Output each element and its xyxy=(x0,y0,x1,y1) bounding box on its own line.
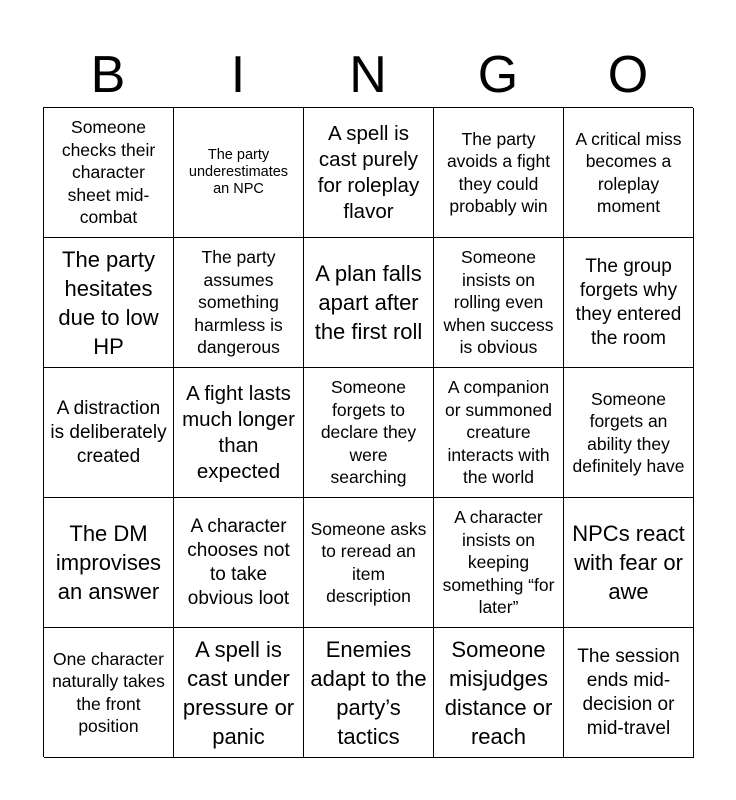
cell-text: Someone misjudges distance or reach xyxy=(444,636,553,749)
cell-text: Someone checks their character sheet mid-combat xyxy=(61,117,156,228)
bingo-cell[interactable] xyxy=(304,238,434,368)
cell-text: Someone asks to reread an item description xyxy=(310,518,427,606)
cell-text: A fight lasts much longer than expected xyxy=(182,381,295,483)
bingo-cell[interactable] xyxy=(174,108,304,238)
cell-text: The party assumes something harmless is dangerous xyxy=(194,247,283,358)
bingo-cell[interactable] xyxy=(44,108,174,238)
bingo-cell[interactable] xyxy=(44,498,174,628)
cell-text: Someone forgets to declare they were searching xyxy=(320,377,417,488)
bingo-cell[interactable] xyxy=(304,368,434,498)
cell-text: A spell is cast under pressure or panic xyxy=(182,636,295,749)
cell-text: A character chooses not to take obvious loot xyxy=(187,515,290,609)
bingo-cell[interactable] xyxy=(434,368,564,498)
cell-text: The party hesitates due to low HP xyxy=(58,246,159,359)
bingo-cell[interactable] xyxy=(434,628,564,758)
cell-text: The group forgets why they entered the room xyxy=(575,255,682,349)
cell-text: The session ends mid-decision or mid-travel xyxy=(577,645,680,739)
cell-text: A plan falls apart after the first roll xyxy=(314,261,423,344)
header-letter-o: O xyxy=(607,46,649,104)
cell-text: A character insists on keeping something “for later” xyxy=(442,507,555,618)
bingo-cell[interactable] xyxy=(44,238,174,368)
cell-text: The party avoids a fight they could probably win xyxy=(446,128,551,216)
cell-text: Someone insists on rolling even when success is obvious xyxy=(443,247,554,358)
bingo-cell[interactable] xyxy=(564,108,694,238)
cell-text: A critical miss becomes a roleplay moment xyxy=(575,128,682,216)
bingo-cell[interactable] xyxy=(304,498,434,628)
header-letter-b: B xyxy=(90,46,126,104)
cell-text: One character naturally takes the front position xyxy=(52,648,165,736)
bingo-cell[interactable] xyxy=(564,498,694,628)
cell-text: A distraction is deliberately created xyxy=(50,397,167,467)
bingo-cell[interactable] xyxy=(434,498,564,628)
cell-text: NPCs react with fear or awe xyxy=(572,521,685,604)
header-letter-n: N xyxy=(349,46,387,104)
bingo-cell[interactable] xyxy=(174,628,304,758)
bingo-header xyxy=(43,42,693,108)
bingo-cell[interactable] xyxy=(434,238,564,368)
bingo-cell[interactable] xyxy=(174,498,304,628)
header-letter-g: G xyxy=(477,46,519,104)
bingo-cell[interactable] xyxy=(174,368,304,498)
bingo-cell[interactable] xyxy=(304,108,434,238)
bingo-cell[interactable] xyxy=(44,628,174,758)
bingo-cell[interactable] xyxy=(304,628,434,758)
bingo-cell[interactable] xyxy=(434,108,564,238)
cell-text: Someone forgets an ability they definitely have xyxy=(572,388,685,476)
cell-text: The DM improvises an answer xyxy=(55,521,162,604)
bingo-cell[interactable] xyxy=(44,368,174,498)
cell-text: The party underestimates an NPC xyxy=(188,147,289,197)
bingo-cell[interactable] xyxy=(564,238,694,368)
cell-text: A companion or summoned creature interacts with the world xyxy=(445,377,552,488)
cell-text: Enemies adapt to the party’s tactics xyxy=(310,636,427,749)
bingo-cell[interactable] xyxy=(564,368,694,498)
bingo-grid xyxy=(43,107,693,757)
bingo-cell[interactable] xyxy=(564,628,694,758)
cell-text: A spell is cast purely for roleplay flavor xyxy=(317,121,420,223)
bingo-cell[interactable] xyxy=(174,238,304,368)
header-letter-i: I xyxy=(230,46,246,104)
